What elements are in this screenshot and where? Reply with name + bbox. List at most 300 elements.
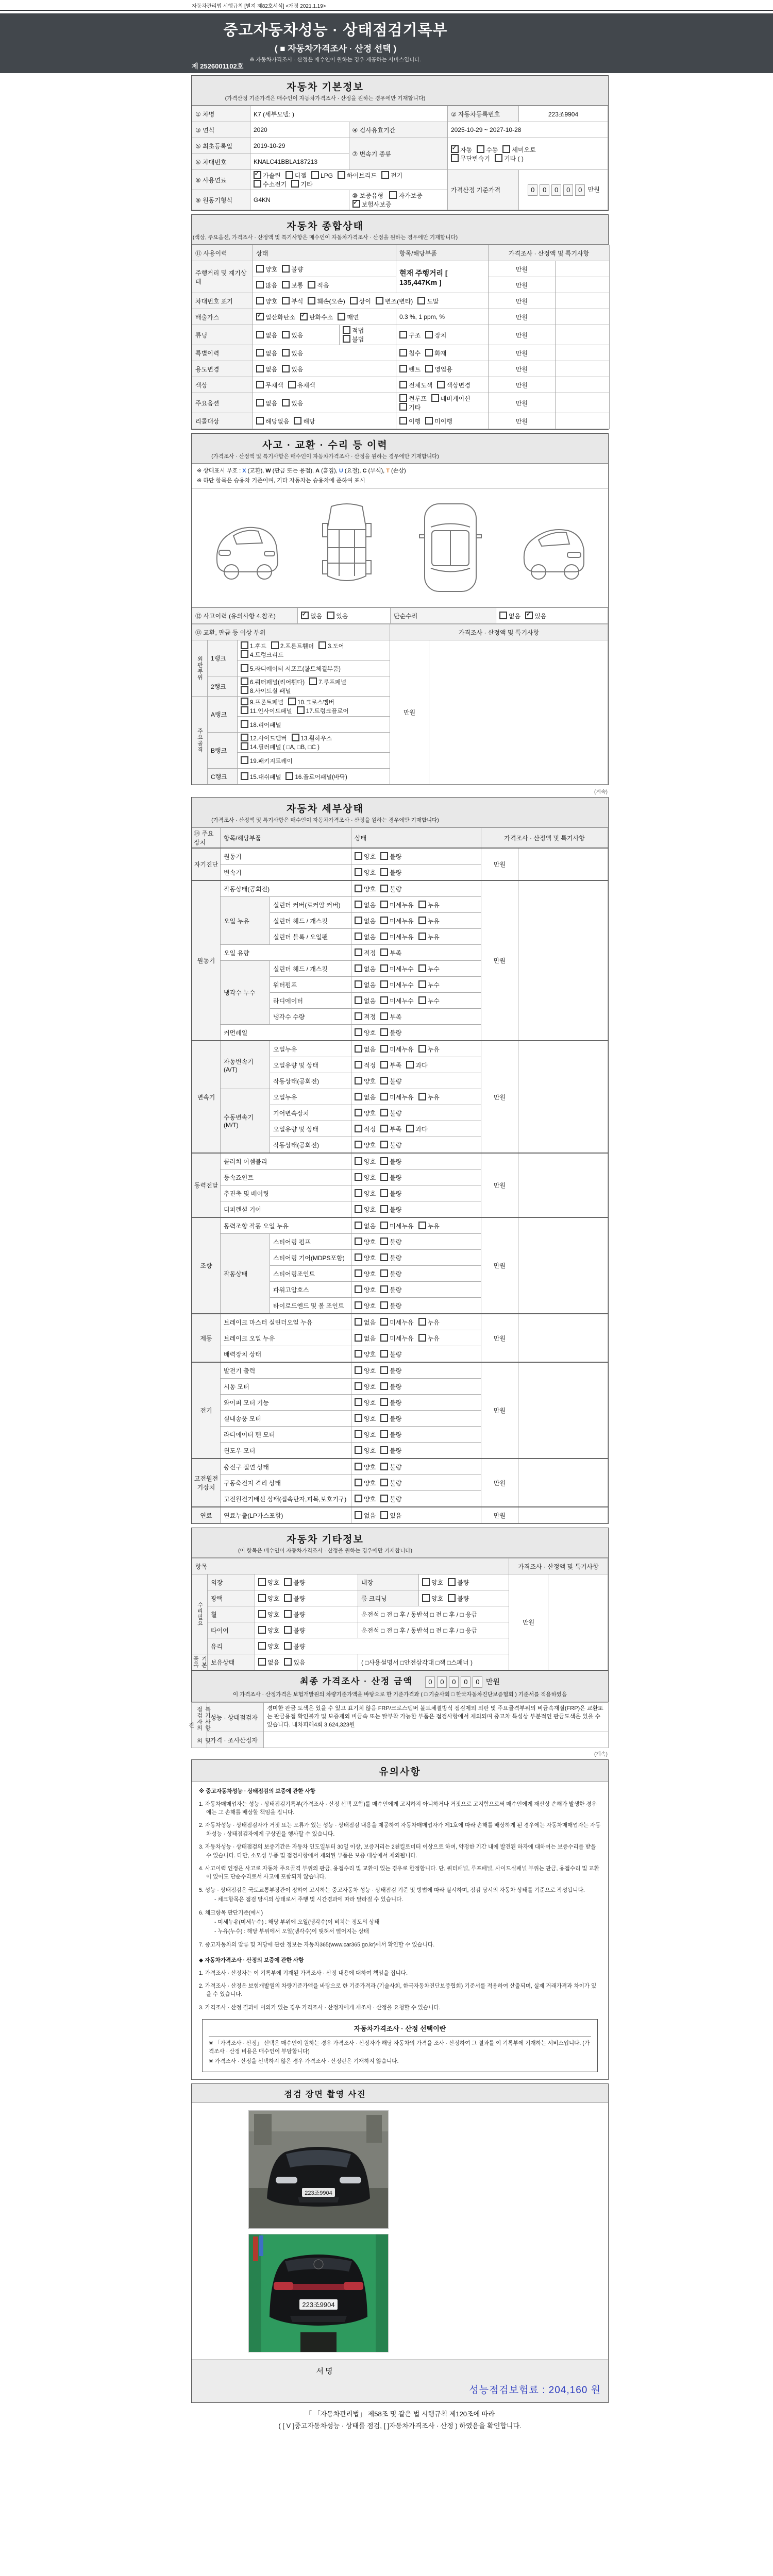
checkbox-icon[interactable] [241, 641, 248, 649]
checkbox-있음[interactable]: 있음 [327, 612, 348, 620]
checkbox-불량[interactable]: 불량 [380, 1414, 401, 1423]
checkbox-누수[interactable]: 누수 [418, 964, 440, 973]
checkbox-불량[interactable]: 불량 [380, 1398, 401, 1407]
checkbox-양호[interactable]: 양호 [355, 868, 376, 877]
checkbox-icon[interactable] [301, 612, 309, 619]
checkbox-icon[interactable] [376, 297, 383, 304]
checkbox-icon[interactable] [425, 349, 433, 357]
checkbox-icon[interactable] [418, 1222, 426, 1229]
checkbox-없음[interactable]: 없음 [355, 901, 376, 909]
checkbox-불량[interactable]: 불량 [380, 1301, 401, 1310]
checkbox-부족[interactable]: 부족 [380, 1012, 401, 1021]
checkbox-침수[interactable]: 침수 [399, 349, 421, 358]
checkbox-없음[interactable]: 없음 [355, 917, 376, 925]
checkbox-자동[interactable]: ✓자동 [451, 145, 472, 154]
checkbox-양호[interactable]: 양호 [355, 1382, 376, 1391]
checkbox-누유[interactable]: 누유 [418, 1222, 440, 1230]
checkbox-불량[interactable]: 불량 [380, 1269, 401, 1278]
checkbox-수소전기[interactable]: 수소전기 [254, 180, 287, 189]
checkbox-icon[interactable] [256, 399, 264, 406]
checkbox-icon[interactable] [380, 948, 388, 956]
checkbox-icon[interactable] [355, 1366, 362, 1374]
checkbox-icon[interactable] [380, 1173, 388, 1181]
checkbox-icon[interactable] [355, 917, 362, 924]
checkbox-없음[interactable]: 없음 [355, 933, 376, 941]
checkbox-불량[interactable]: 불량 [380, 1238, 401, 1246]
checkbox-양호[interactable]: 양호 [258, 1578, 279, 1587]
checkbox-icon[interactable] [282, 281, 290, 289]
checkbox-미세누유[interactable]: 미세누유 [380, 901, 413, 909]
checkbox-icon[interactable] [288, 698, 296, 705]
checkbox-icon[interactable] [256, 297, 264, 304]
checkbox-icon[interactable] [380, 1012, 388, 1020]
checkbox-가솔린[interactable]: ✓가솔린 [254, 171, 281, 180]
checkbox-7.루프패널[interactable]: 7.루프패널 [309, 677, 346, 686]
checkbox-icon[interactable] [399, 394, 407, 402]
checkbox-불량[interactable]: 불량 [284, 1578, 305, 1587]
checkbox-icon[interactable] [355, 885, 362, 892]
checkbox-많음[interactable]: 많음 [256, 281, 277, 290]
checkbox-누유[interactable]: 누유 [418, 901, 440, 909]
checkbox-누수[interactable]: 누수 [418, 980, 440, 989]
checkbox-누수[interactable]: 누수 [418, 996, 440, 1005]
checkbox-불량[interactable]: 불량 [380, 1495, 401, 1503]
checkbox-icon[interactable] [355, 1334, 362, 1342]
checkbox-icon[interactable] [254, 180, 261, 188]
checkbox-icon[interactable] [380, 901, 388, 908]
checkbox-icon[interactable] [399, 331, 407, 338]
checkbox-icon[interactable] [256, 313, 264, 320]
checkbox-icon[interactable] [355, 1125, 362, 1132]
checkbox-icon[interactable] [380, 1061, 388, 1069]
checkbox-양호[interactable]: 양호 [355, 1173, 376, 1182]
checkbox-icon[interactable] [282, 365, 290, 372]
checkbox-10.크로스멤버[interactable]: 10.크로스멤버 [288, 698, 334, 706]
checkbox-icon[interactable] [380, 885, 388, 892]
checkbox-양호[interactable]: 양호 [258, 1642, 279, 1651]
checkbox-무단변속기[interactable]: 무단변속기 [451, 154, 490, 163]
checkbox-불량[interactable]: 불량 [380, 1463, 401, 1471]
checkbox-양호[interactable]: 양호 [355, 1446, 376, 1455]
checkbox-불량[interactable]: 불량 [380, 1446, 401, 1455]
checkbox-화재[interactable]: 화재 [425, 349, 446, 358]
checkbox-해당없음[interactable]: 해당없음 [256, 417, 289, 426]
checkbox-icon[interactable] [418, 980, 426, 988]
checkbox-없음[interactable]: 없음 [355, 964, 376, 973]
checkbox-전체도색[interactable]: 전체도색 [399, 381, 432, 389]
checkbox-icon[interactable] [380, 1414, 388, 1422]
checkbox-불량[interactable]: 불량 [380, 1366, 401, 1375]
checkbox-icon[interactable] [380, 1093, 388, 1100]
checkbox-icon[interactable] [241, 720, 248, 728]
checkbox-icon[interactable] [258, 1594, 266, 1602]
checkbox-불법[interactable]: 불법 [343, 335, 364, 344]
checkbox-icon[interactable] [241, 772, 248, 780]
checkbox-기타[interactable]: 기타 [291, 180, 312, 189]
checkbox-icon[interactable] [256, 281, 264, 289]
checkbox-icon[interactable] [355, 1414, 362, 1422]
checkbox-icon[interactable] [343, 335, 350, 343]
checkbox-양호[interactable]: 양호 [355, 1109, 376, 1117]
checkbox-icon[interactable] [355, 852, 362, 860]
checkbox-상이[interactable]: 상이 [350, 297, 371, 306]
checkbox-미세누수[interactable]: 미세누수 [380, 964, 413, 973]
checkbox-icon[interactable] [258, 1610, 266, 1618]
checkbox-icon[interactable] [284, 1642, 292, 1650]
checkbox-icon[interactable] [355, 948, 362, 956]
checkbox-없음[interactable]: 없음 [355, 1093, 376, 1101]
checkbox-전기[interactable]: 전기 [381, 171, 402, 180]
checkbox-양호[interactable]: 양호 [256, 297, 277, 306]
checkbox-누유[interactable]: 누유 [418, 933, 440, 941]
checkbox-icon[interactable] [355, 996, 362, 1004]
checkbox-icon[interactable] [355, 1301, 362, 1309]
checkbox-미이행[interactable]: 미이행 [425, 417, 452, 426]
checkbox-훼손(오손)[interactable]: 훼손(오손) [308, 297, 345, 306]
checkbox-6.쿼터패널(리어휀다)[interactable]: 6.쿼터패널(리어휀다) [241, 677, 305, 686]
checkbox-icon[interactable] [525, 612, 533, 619]
checkbox-icon[interactable] [380, 1463, 388, 1470]
checkbox-icon[interactable] [258, 1642, 266, 1650]
checkbox-불량[interactable]: 불량 [380, 1253, 401, 1262]
checkbox-4.트렁크리드[interactable]: 4.트렁크리드 [241, 650, 283, 659]
checkbox-icon[interactable] [291, 180, 299, 188]
checkbox-icon[interactable] [380, 1479, 388, 1486]
checkbox-icon[interactable] [355, 1077, 362, 1084]
checkbox-icon[interactable] [308, 281, 315, 289]
checkbox-양호[interactable]: 양호 [355, 1077, 376, 1086]
checkbox-있음[interactable]: 있음 [282, 349, 303, 358]
checkbox-icon[interactable] [285, 772, 293, 780]
checkbox-미세누유[interactable]: 미세누유 [380, 917, 413, 925]
checkbox-부족[interactable]: 부족 [380, 1061, 401, 1070]
checkbox-유채색[interactable]: 유채색 [288, 381, 315, 389]
checkbox-9.프론트패널[interactable]: 9.프론트패널 [241, 698, 283, 706]
checkbox-icon[interactable] [418, 1093, 426, 1100]
checkbox-icon[interactable] [477, 145, 484, 153]
checkbox-icon[interactable] [380, 1045, 388, 1053]
checkbox-불량[interactable]: 불량 [380, 1430, 401, 1439]
checkbox-icon[interactable] [437, 381, 445, 388]
checkbox-icon[interactable] [448, 1594, 456, 1602]
checkbox-icon[interactable] [355, 1318, 362, 1326]
checkbox-양호[interactable]: 양호 [355, 1269, 376, 1278]
checkbox-icon[interactable] [380, 1430, 388, 1438]
checkbox-icon[interactable] [241, 664, 248, 672]
checkbox-icon[interactable] [256, 365, 264, 372]
checkbox-불량[interactable]: 불량 [380, 1350, 401, 1359]
checkbox-icon[interactable] [327, 612, 334, 619]
checkbox-이행[interactable]: 이행 [399, 417, 421, 426]
checkbox-icon[interactable] [271, 641, 279, 649]
checkbox-icon[interactable] [254, 171, 261, 179]
checkbox-1.후드[interactable]: 1.후드 [241, 641, 266, 650]
checkbox-icon[interactable] [285, 171, 293, 179]
checkbox-icon[interactable] [380, 1398, 388, 1406]
checkbox-icon[interactable] [355, 868, 362, 876]
checkbox-미세누유[interactable]: 미세누유 [380, 1045, 413, 1054]
checkbox-icon[interactable] [282, 331, 290, 338]
checkbox-icon[interactable] [380, 1495, 388, 1502]
checkbox-icon[interactable] [355, 1238, 362, 1245]
checkbox-없음[interactable]: 없음 [256, 331, 277, 340]
checkbox-icon[interactable] [241, 698, 248, 705]
checkbox-2.프론트휀더[interactable]: 2.프론트휀더 [271, 641, 314, 650]
checkbox-양호[interactable]: 양호 [355, 1285, 376, 1294]
checkbox-icon[interactable] [355, 1479, 362, 1486]
checkbox-불량[interactable]: 불량 [282, 265, 303, 274]
checkbox-불량[interactable]: 불량 [380, 1479, 401, 1487]
checkbox-없음[interactable]: ✓ 없음 [301, 612, 322, 620]
checkbox-양호[interactable]: 양호 [355, 1479, 376, 1487]
checkbox-11.인사이드패널[interactable]: 11.인사이드패널 [241, 706, 292, 715]
checkbox-불량[interactable]: 불량 [448, 1594, 469, 1603]
checkbox-icon[interactable] [355, 1398, 362, 1406]
checkbox-양호[interactable]: 양호 [355, 1238, 376, 1246]
checkbox-icon[interactable] [417, 297, 425, 304]
checkbox-양호[interactable]: 양호 [355, 1028, 376, 1037]
checkbox-있음[interactable]: 있음 [284, 1658, 305, 1667]
checkbox-불량[interactable]: 불량 [380, 1205, 401, 1214]
checkbox-LPG[interactable]: LPG [311, 171, 333, 179]
checkbox-없음[interactable]: 없음 [256, 365, 277, 374]
checkbox-icon[interactable] [499, 612, 507, 619]
checkbox-icon[interactable] [418, 1045, 426, 1053]
checkbox-3.도어[interactable]: 3.도어 [318, 641, 344, 650]
checkbox-icon[interactable] [300, 313, 308, 320]
checkbox-있음[interactable]: 있음 [380, 1511, 401, 1520]
checkbox-icon[interactable] [380, 964, 388, 972]
checkbox-기타 ( )[interactable]: 기타 ( ) [495, 154, 524, 163]
checkbox-미세누수[interactable]: 미세누수 [380, 980, 413, 989]
checkbox-장치[interactable]: 장치 [425, 331, 446, 340]
checkbox-icon[interactable] [343, 326, 350, 334]
checkbox-icon[interactable] [355, 1173, 362, 1181]
checkbox-icon[interactable] [284, 1626, 292, 1634]
checkbox-미세누유[interactable]: 미세누유 [380, 1222, 413, 1230]
checkbox-icon[interactable] [355, 1205, 362, 1213]
checkbox-icon[interactable] [406, 1061, 414, 1069]
checkbox-누유[interactable]: 누유 [418, 1318, 440, 1327]
checkbox-불량[interactable]: 불량 [380, 1077, 401, 1086]
checkbox-icon[interactable] [431, 394, 439, 402]
checkbox-icon[interactable] [284, 1658, 292, 1666]
checkbox-icon[interactable] [380, 1318, 388, 1326]
checkbox-양호[interactable]: 양호 [355, 1157, 376, 1166]
checkbox-미세누유[interactable]: 미세누유 [380, 1093, 413, 1101]
checkbox-보험사보증[interactable]: ✓보험사보증 [352, 200, 392, 209]
checkbox-양호[interactable]: 양호 [258, 1610, 279, 1619]
checkbox-icon[interactable] [355, 1285, 362, 1293]
checkbox-icon[interactable] [308, 297, 315, 304]
checkbox-양호[interactable]: 양호 [355, 1141, 376, 1149]
checkbox-icon[interactable] [355, 1269, 362, 1277]
checkbox-하이브리드[interactable]: 하이브리드 [338, 171, 377, 180]
checkbox-icon[interactable] [284, 1610, 292, 1618]
checkbox-icon[interactable] [380, 1141, 388, 1148]
checkbox-icon[interactable] [355, 1495, 362, 1502]
checkbox-없음[interactable]: 없음 [355, 1222, 376, 1230]
checkbox-양호[interactable]: 양호 [355, 852, 376, 861]
checkbox-icon[interactable] [284, 1578, 292, 1586]
checkbox-icon[interactable] [241, 756, 248, 764]
checkbox-icon[interactable] [282, 349, 290, 357]
checkbox-icon[interactable] [422, 1578, 430, 1586]
checkbox-색상변경[interactable]: 색상변경 [437, 381, 470, 389]
checkbox-icon[interactable] [355, 1141, 362, 1148]
checkbox-icon[interactable] [282, 265, 290, 273]
checkbox-icon[interactable] [380, 1238, 388, 1245]
checkbox-icon[interactable] [256, 381, 264, 388]
checkbox-icon[interactable] [380, 1269, 388, 1277]
checkbox-있음[interactable]: ✓ 있음 [525, 612, 546, 620]
checkbox-icon[interactable] [495, 154, 502, 162]
checkbox-icon[interactable] [355, 901, 362, 908]
checkbox-icon[interactable] [355, 1511, 362, 1519]
checkbox-양호[interactable]: 양호 [422, 1578, 443, 1587]
checkbox-기타[interactable]: 기타 [399, 403, 421, 412]
checkbox-양호[interactable]: 양호 [355, 1398, 376, 1407]
checkbox-무채색[interactable]: 무채색 [256, 381, 283, 389]
checkbox-icon[interactable] [241, 686, 248, 694]
checkbox-없음[interactable]: 없음 [355, 980, 376, 989]
checkbox-부식[interactable]: 부식 [282, 297, 303, 306]
checkbox-불량[interactable]: 불량 [380, 1173, 401, 1182]
checkbox-icon[interactable] [380, 868, 388, 876]
checkbox-불량[interactable]: 불량 [448, 1578, 469, 1587]
checkbox-양호[interactable]: 양호 [355, 1205, 376, 1214]
checkbox-icon[interactable] [381, 171, 389, 179]
checkbox-누유[interactable]: 누유 [418, 1334, 440, 1343]
checkbox-미세누유[interactable]: 미세누유 [380, 1334, 413, 1343]
checkbox-icon[interactable] [380, 1253, 388, 1261]
checkbox-과다[interactable]: 과다 [406, 1061, 427, 1070]
checkbox-없음[interactable]: 없음 [355, 1318, 376, 1327]
checkbox-icon[interactable] [399, 381, 407, 388]
checkbox-세미오토[interactable]: 세미오토 [502, 145, 535, 154]
checkbox-8.사이드실 패널[interactable]: 8.사이드실 패널 [241, 686, 291, 695]
checkbox-icon[interactable] [355, 1222, 362, 1229]
checkbox-icon[interactable] [399, 417, 407, 425]
checkbox-없음[interactable]: 없음 [355, 1334, 376, 1343]
checkbox-icon[interactable] [380, 1205, 388, 1213]
checkbox-icon[interactable] [380, 1382, 388, 1390]
checkbox-icon[interactable] [425, 331, 433, 338]
checkbox-양호[interactable]: 양호 [355, 1301, 376, 1310]
checkbox-양호[interactable]: 양호 [355, 1189, 376, 1198]
checkbox-자가보증[interactable]: 자가보증 [389, 191, 422, 200]
checkbox-icon[interactable] [380, 1350, 388, 1358]
checkbox-불량[interactable]: 불량 [380, 885, 401, 893]
checkbox-수동[interactable]: 수동 [477, 145, 498, 154]
checkbox-icon[interactable] [380, 1157, 388, 1165]
checkbox-탄화수소[interactable]: ✓ 탄화수소 [300, 313, 333, 321]
checkbox-icon[interactable] [380, 1285, 388, 1293]
checkbox-없음[interactable]: 없음 [499, 612, 520, 620]
checkbox-icon[interactable] [355, 933, 362, 940]
checkbox-icon[interactable] [418, 1334, 426, 1342]
checkbox-5.라디에이터 서포트(볼트체결부품)[interactable]: 5.라디에이터 서포트(볼트체결부품) [241, 664, 341, 673]
checkbox-icon[interactable] [380, 1028, 388, 1036]
checkbox-양호[interactable]: 양호 [355, 1366, 376, 1375]
checkbox-변조(변타)[interactable]: 변조(변타) [376, 297, 413, 306]
checkbox-icon[interactable] [380, 1301, 388, 1309]
checkbox-icon[interactable] [241, 677, 248, 685]
checkbox-icon[interactable] [380, 933, 388, 940]
checkbox-15.대쉬패널[interactable]: 15.대쉬패널 [241, 772, 281, 781]
checkbox-icon[interactable] [380, 852, 388, 860]
checkbox-icon[interactable] [355, 1446, 362, 1454]
checkbox-없음[interactable]: 없음 [355, 1045, 376, 1054]
checkbox-icon[interactable] [380, 1222, 388, 1229]
checkbox-icon[interactable] [380, 1366, 388, 1374]
checkbox-icon[interactable] [288, 381, 296, 388]
checkbox-없음[interactable]: 없음 [256, 399, 277, 408]
checkbox-양호[interactable]: 양호 [355, 1350, 376, 1359]
checkbox-icon[interactable] [256, 349, 264, 357]
checkbox-미세누수[interactable]: 미세누수 [380, 996, 413, 1005]
checkbox-해당[interactable]: 해당 [294, 417, 315, 426]
checkbox-16.플로어패널(바닥)[interactable]: 16.플로어패널(바닥) [285, 772, 347, 781]
checkbox-양호[interactable]: 양호 [355, 885, 376, 893]
checkbox-누유[interactable]: 누유 [418, 1093, 440, 1101]
checkbox-icon[interactable] [380, 1189, 388, 1197]
checkbox-양호[interactable]: 양호 [355, 1463, 376, 1471]
checkbox-18.리어패널[interactable]: 18.리어패널 [241, 720, 281, 729]
checkbox-보통[interactable]: 보통 [282, 281, 303, 290]
checkbox-icon[interactable] [389, 191, 397, 199]
checkbox-불량[interactable]: 불량 [380, 1109, 401, 1117]
checkbox-icon[interactable] [355, 980, 362, 988]
checkbox-icon[interactable] [418, 964, 426, 972]
checkbox-icon[interactable] [380, 1077, 388, 1084]
checkbox-icon[interactable] [241, 650, 248, 658]
checkbox-icon[interactable] [399, 403, 407, 411]
checkbox-icon[interactable] [418, 933, 426, 940]
checkbox-icon[interactable] [355, 1382, 362, 1390]
checkbox-icon[interactable] [502, 145, 510, 153]
checkbox-icon[interactable] [380, 1511, 388, 1519]
checkbox-icon[interactable] [292, 734, 299, 741]
checkbox-icon[interactable] [425, 365, 433, 372]
checkbox-icon[interactable] [418, 996, 426, 1004]
checkbox-부족[interactable]: 부족 [380, 1125, 401, 1133]
checkbox-없음[interactable]: 없음 [258, 1658, 279, 1667]
checkbox-icon[interactable] [256, 417, 264, 425]
checkbox-icon[interactable] [418, 917, 426, 924]
checkbox-양호[interactable]: 양호 [256, 265, 277, 274]
checkbox-icon[interactable] [338, 171, 345, 179]
checkbox-불량[interactable]: 불량 [380, 1382, 401, 1391]
checkbox-icon[interactable] [355, 1012, 362, 1020]
checkbox-디젤[interactable]: 디젤 [285, 171, 307, 180]
checkbox-icon[interactable] [294, 417, 301, 425]
checkbox-icon[interactable] [309, 677, 317, 685]
checkbox-양호[interactable]: 양호 [355, 1495, 376, 1503]
checkbox-적정[interactable]: 적정 [355, 1061, 376, 1070]
checkbox-양호[interactable]: 양호 [355, 1253, 376, 1262]
checkbox-icon[interactable] [256, 265, 264, 273]
checkbox-icon[interactable] [338, 313, 345, 320]
checkbox-불량[interactable]: 불량 [284, 1642, 305, 1651]
checkbox-icon[interactable] [425, 417, 433, 425]
checkbox-icon[interactable] [355, 1463, 362, 1470]
checkbox-icon[interactable] [380, 917, 388, 924]
checkbox-icon[interactable] [380, 1334, 388, 1342]
checkbox-미세누유[interactable]: 미세누유 [380, 1318, 413, 1327]
checkbox-icon[interactable] [418, 1318, 426, 1326]
checkbox-불량[interactable]: 불량 [284, 1610, 305, 1619]
